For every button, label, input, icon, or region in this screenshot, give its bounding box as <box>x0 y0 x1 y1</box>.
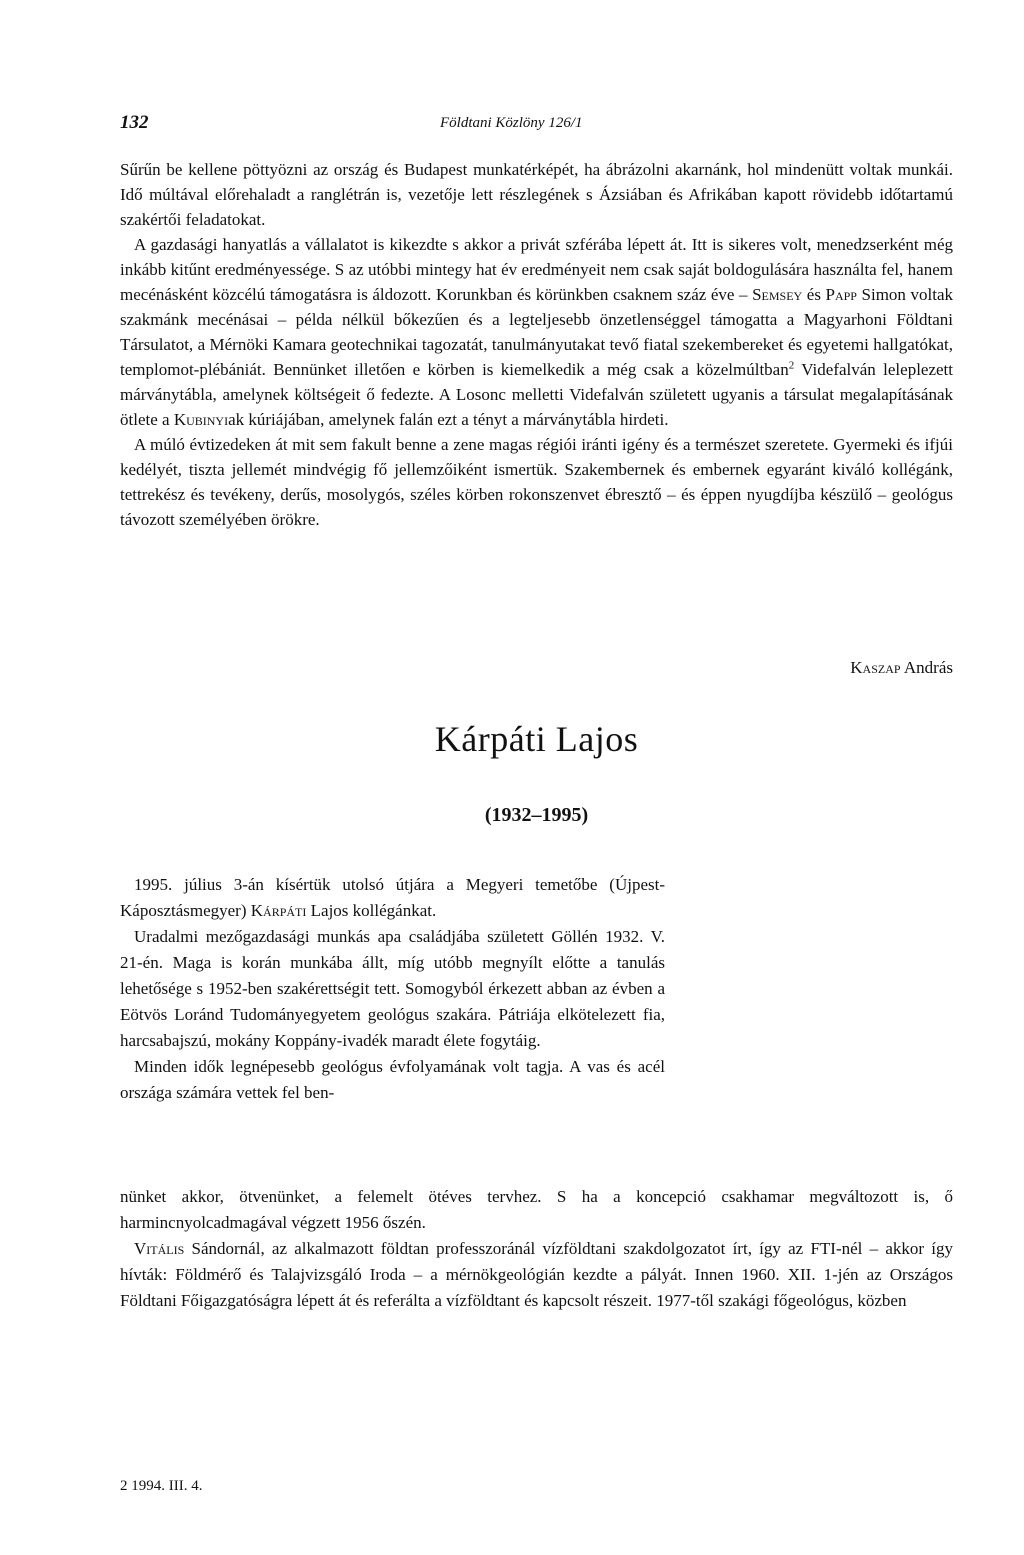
footnote-marker: 2 <box>788 359 795 372</box>
journal-title: Földtani Közlöny 126/1 <box>440 115 583 131</box>
paragraph: A múló évtizedeken át mit sem fakult benne a zene magas régiói iránti igény és a természet szeretete. Gyermeki és ifjúi kedélyét, tiszta jellemét mindvégig fő jellemzőiként ismertük. Szakembernek és embernek egyaránt kiváló kollégánk, tettrekész és tevékeny, derűs, mosolygós, széles körben rokonszenvet ébresztő – és éppen nyugdíjba készülő – geológus távozott személyében örökre. <box>120 435 953 529</box>
name-semsey: Semsey <box>752 285 803 304</box>
obituary-title: Kárpáti Lajos <box>434 719 639 759</box>
footnote: 2 1994. III. 4. <box>120 1478 203 1494</box>
paragraph: Minden idők legnépesebb geológus évfolyamának volt tagja. A vas és acél országa számára vettek fel ben- <box>120 1057 665 1102</box>
paragraph: A gazdasági hanyatlás a vállalatot is kikezdte s akkor a privát szférába lépett át. Itt is sikeres volt, menedzserként még inkább kitűnt eredményessége. S az utóbbi mintegy hat év eredményeit nem csak saját boldogulására használta fel, hanem mecénásként közcélú támogatásra is áldozott. Korunkban és körünkben csaknem száz éve – Semsey és Papp Simon voltak szakmánk mecénásai – példa nélkül bőkezűen és a legteljesebb önzetlenséggel támogatta a Magyarhoni Földtani Társulatot, a Mérnöki Kamara geotechnikai tagozatát, tanulmányutakat tevő fiatal szekembereket és egyetemi hallgatókat, templomot-plébániát. Bennünket illetően e körben is kiemelkedik a még csak a közelmúltban$^2$ Videfalván leleplezett márványtábla, amelynek költségeit ő fedezte. A Losonc melletti Videfalván született ugyanis a társulat megalapításának ötlete a Kubinyiak kúriájában, amelynek falán ezt a tényt a márványtábla hirdeti. <box>120 235 953 429</box>
paragraph: Uradalmi mezőgazdasági munkás apa családjába született Göllén 1932. V. 21-én. Maga is korán munkába állt, míg utóbb megnyílt előtte a tanulás lehetősége s 1952-ben szakérettségit tett. Somogyból érkezett abban az évben a Eötvös Loránd Tudományegyetem geológus szakára. Pátriája elkötelezett fia, harcsabajszú, mokány Koppány-ivadék maradt élete fogytáig. <box>120 927 665 1050</box>
name-papp: Papp <box>825 285 857 304</box>
obituary-full-width <box>120 1184 953 1314</box>
paragraph: 1995. július 3-án kísértük utolsó útjára a Megyeri temetőbe (Újpest-Káposztásmegyer) Kárpáti Lajos kollégánkat. <box>120 875 665 920</box>
name-vitalis: Vitális <box>134 1239 185 1258</box>
paragraph: Sűrűn be kellene pöttyözni az ország és Budapest munkatérképét, ha ábrázolni akarnánk, hol mindenütt voltak munkái. Idő múltával előrehaladt a ranglétrán is, vezetője lett részlegének s Ázsiában és Afrikában kapott rövidebb időtartamú szakértői feladatokat. <box>120 160 953 229</box>
obituary-narrow-column <box>120 872 665 1106</box>
page-number: 132 <box>120 112 149 133</box>
obituary-dates: (1932–1995) <box>484 804 589 826</box>
obituary-continuation <box>120 157 953 532</box>
running-header <box>120 112 953 142</box>
author-signature: Kaszap András <box>850 658 953 677</box>
paragraph: nünket akkor, ötvenünket, a felemelt ötéves tervhez. S ha a koncepció csakhamar megváltozott is, ő harmincnyolcadmagával végzett 1956 őszén. <box>120 1187 953 1232</box>
name-karpati: Kárpáti <box>250 901 307 920</box>
paragraph: Vitális Sándornál, az alkalmazott földtan professzoránál vízföldtani szakdolgozatot írt, így az FTI-nél – akkor így hívták: Földmérő és Talajvizsgáló Iroda – a mérnökgeológián kezdte a pályát. Innen 1960. XII. 1-jén az Országos Földtani Főigazgatóságra lépett át és referálta a vízföldtant és kapcsolt részeit. 1977-től szakági főgeológus, közben <box>120 1239 953 1310</box>
name-kubinyi: Kubinyi <box>173 410 229 429</box>
